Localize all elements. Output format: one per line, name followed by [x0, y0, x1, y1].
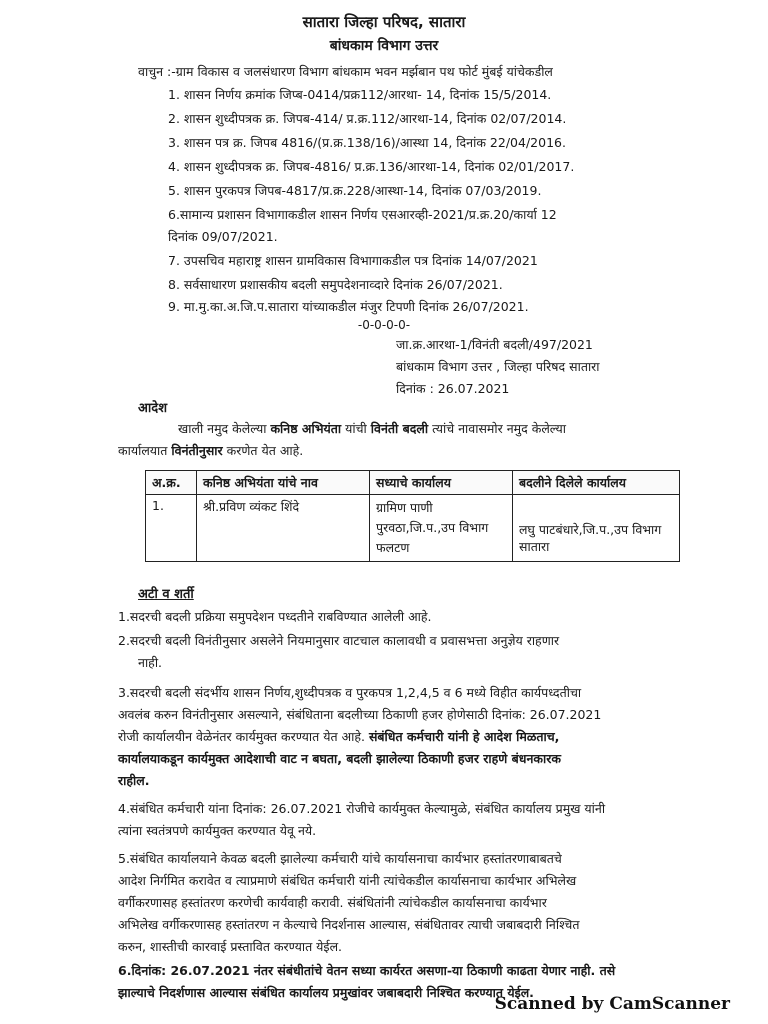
- condition-6-line1: 6.दिनांक: 26.07.2021 नंतर संबंधीतांचे वेतन सध्या कार्यरत असणा-या ठिकाणी काढता येणार नाही. तसे: [118, 963, 616, 978]
- reference-item-6: 6.सामान्य प्रशासन विभागाकडील शासन निर्णय एसआरव्ही-2021/प्र.क्र.20/कार्या 12: [168, 207, 557, 222]
- order-intro-bold-2: विनंती बदली: [370, 421, 429, 436]
- table-header-row: [146, 471, 680, 495]
- order-intro-text-3: त्यांचे नावासमोर नमुद केलेल्या: [432, 421, 567, 436]
- reference-heading: वाचुन :-ग्राम विकास व जलसंधारण विभाग बांधकाम भवन मर्झबान पथ फोर्ट मुंबई यांचेकडील: [138, 64, 553, 79]
- office-ref-number: जा.क्र.आरथा-1/विनंती बदली/497/2021: [396, 337, 593, 352]
- condition-3-line4: कार्यालयाकडून कार्यमुक्त आदेशाची वाट न बघता, बदली झालेल्या ठिकाणी हजर राहणे बंधनकारक: [118, 751, 561, 766]
- order-intro-text-5: करणेत येत आहे.: [226, 443, 304, 458]
- condition-5-line1: 5.संबंधित कार्यालयाने केवळ बदली झालेल्या कर्मचारी यांचे कार्यासनाचा कार्यभार हस्तांतरणाबाबतचे: [118, 851, 562, 866]
- condition-2-line1: 2.सदरची बदली विनंतीनुसार असलेने नियमानुसार वाटचाल कालावधी व प्रवासभत्ता अनुज्ञेय राहणार: [118, 633, 560, 648]
- reference-item-1: 1. शासन निर्णय क्रमांक जिप्ब-0414/प्रक्र112/आरथा- 14, दिनांक 15/5/2014.: [168, 87, 552, 102]
- reference-item-5: 5. शासन पुरकपत्र जिपब-4817/प्र.क्र.228/आस्था-14, दिनांक 07/03/2019.: [168, 183, 542, 198]
- table-cell-new-office: लघु पाटबंधारे,जि.प.,उप विभाग सातारा: [513, 495, 680, 562]
- doc-title-line1: सातारा जिल्हा परिषद, सातारा: [302, 13, 466, 31]
- table-row: [146, 495, 680, 562]
- reference-item-6-date: दिनांक 09/07/2021.: [168, 229, 278, 244]
- condition-3-line3: [118, 728, 559, 745]
- order-heading: आदेश: [138, 401, 168, 416]
- condition-3-line2: अवलंब करुन विनंतीनुसार असल्याने, संबंधिताना बदलीच्या ठिकाणी हजर होणेसाठी दिनांक: 26.07.2021: [118, 707, 602, 722]
- condition-1: 1.सदरची बदली प्रक्रिया समुपदेशन पध्दतीने राबविण्यात आलेली आहे.: [118, 609, 432, 624]
- condition-3-line1: 3.सदरची बदली संदर्भीय शासन निर्णय,शुध्दीपत्रक व पुरकपत्र 1,2,4,5 व 6 मध्ये विहीत कार्यपध्दतीचा: [118, 685, 582, 700]
- table-cell-name: श्री.प्रविण व्यंकट शिंदे: [197, 495, 370, 562]
- reference-item-9: 9. मा.मु.का.अ.जि.प.सातारा यांच्याकडील मंजुर टिपणी दिनांक 26/07/2021.: [168, 299, 529, 314]
- doc-title-line2: बांधकाम विभाग उत्तर: [329, 38, 439, 54]
- conditions-heading: अटी व शर्ती: [138, 587, 194, 602]
- condition-5-line2: आदेश निर्गमित करावेत व त्याप्रमाणे संबंधित कर्मचारी यांनी त्यांचेकडील कार्यासनाचा कार्यभार अभिलेख: [118, 873, 577, 888]
- condition-5-line5: करुन, शास्तीची कारवाई प्रस्तावित करण्यात येईल.: [118, 939, 343, 954]
- reference-item-2: 2. शासन शुध्दीपत्रक क्र. जिपब-414/ प्र.क्र.112/आरथा-14, दिनांक 02/07/2014.: [168, 111, 567, 126]
- transfer-table: [145, 470, 680, 562]
- separator: -0-0-0-0-: [357, 318, 411, 332]
- reference-item-4: 4. शासन शुध्दीपत्रक क्र. जिपब-4816/ प्र.क्र.136/आरथा-14, दिनांक 02/01/2017.: [168, 159, 575, 174]
- table-cell-sr: 1.: [146, 495, 197, 562]
- scanner-watermark: Scanned by CamScanner: [494, 994, 730, 1014]
- reference-item-3: 3. शासन पत्र क्र. जिपब 4816/(प्र.क्र.138/16)/आस्था 14, दिनांक 22/04/2016.: [168, 135, 566, 150]
- order-intro-bold-1: कनिष्ठ अभियंता: [270, 421, 342, 436]
- condition-5-line3: वर्गीकरणासह हस्तांतरण करणेची कार्यवाही करावी. संबंधितांनी त्यांचेकडील कार्यासनाचा कार्यभार: [118, 895, 547, 910]
- condition-3-line3-text: रोजी कार्यालयीन वेळेनंतर कार्यमुक्त करण्यात येत आहे.: [118, 729, 365, 744]
- table-header-name: कनिष्ठ अभियंता यांचे नाव: [197, 471, 370, 495]
- condition-4-line2: त्यांना स्वतंत्रपणे कार्यमुक्त करण्यात येवू नये.: [118, 823, 317, 838]
- order-intro: [118, 418, 718, 462]
- reference-item-7: 7. उपसचिव महाराष्ट्र शासन ग्रामविकास विभागाकडील पत्र दिनांक 14/07/2021: [168, 253, 538, 268]
- table-header-sr: अ.क्र.: [146, 471, 197, 495]
- order-intro-bold-3: विनंतीनुसार: [171, 443, 223, 458]
- table-header-current-office: सध्याचे कार्यालय: [370, 471, 513, 495]
- table-cell-current-office: ग्रामिण पाणी पुरवठा,जि.प.,उप विभाग फलटण: [370, 495, 513, 562]
- order-intro-text-4: कार्यालयात: [118, 443, 168, 458]
- condition-2-line2: नाही.: [138, 655, 163, 670]
- office-ref-dept: बांधकाम विभाग उत्तर , जिल्हा परिषद सातारा: [396, 359, 600, 374]
- condition-5-line4: अभिलेख वर्गीकरणासह हस्तांतरण न केल्याचे निदर्शनास आल्यास, संबंधितावर त्याची जबाबदारी निश्चित: [118, 917, 580, 932]
- reference-item-8: 8. सर्वसाधारण प्रशासकीय बदली समुपदेशनाव्दारे दिनांक 26/07/2021.: [168, 277, 503, 292]
- condition-3-line3-bold: संबंधित कर्मचारी यांनी हे आदेश मिळताच,: [368, 729, 560, 744]
- order-intro-text-2: यांची: [345, 421, 367, 436]
- condition-6-line2: झाल्याचे निदर्शणास आल्यास संबंधित कार्यालय प्रमुखांवर जबाबदारी निश्चित करण्यात येईल.: [118, 985, 534, 1000]
- order-intro-text-1: खाली नमुद केलेल्या: [178, 421, 267, 436]
- condition-3-line5: राहील.: [118, 773, 150, 788]
- office-ref-date: दिनांक : 26.07.2021: [396, 381, 510, 396]
- condition-4-line1: 4.संबंधित कर्मचारी यांना दिनांक: 26.07.2021 रोजीचे कार्यमुक्त केल्यामुळे, संबंधित कार्यालय प्रमुख यांनी: [118, 801, 606, 816]
- table-header-new-office: बदलीने दिलेले कार्यालय: [513, 471, 680, 495]
